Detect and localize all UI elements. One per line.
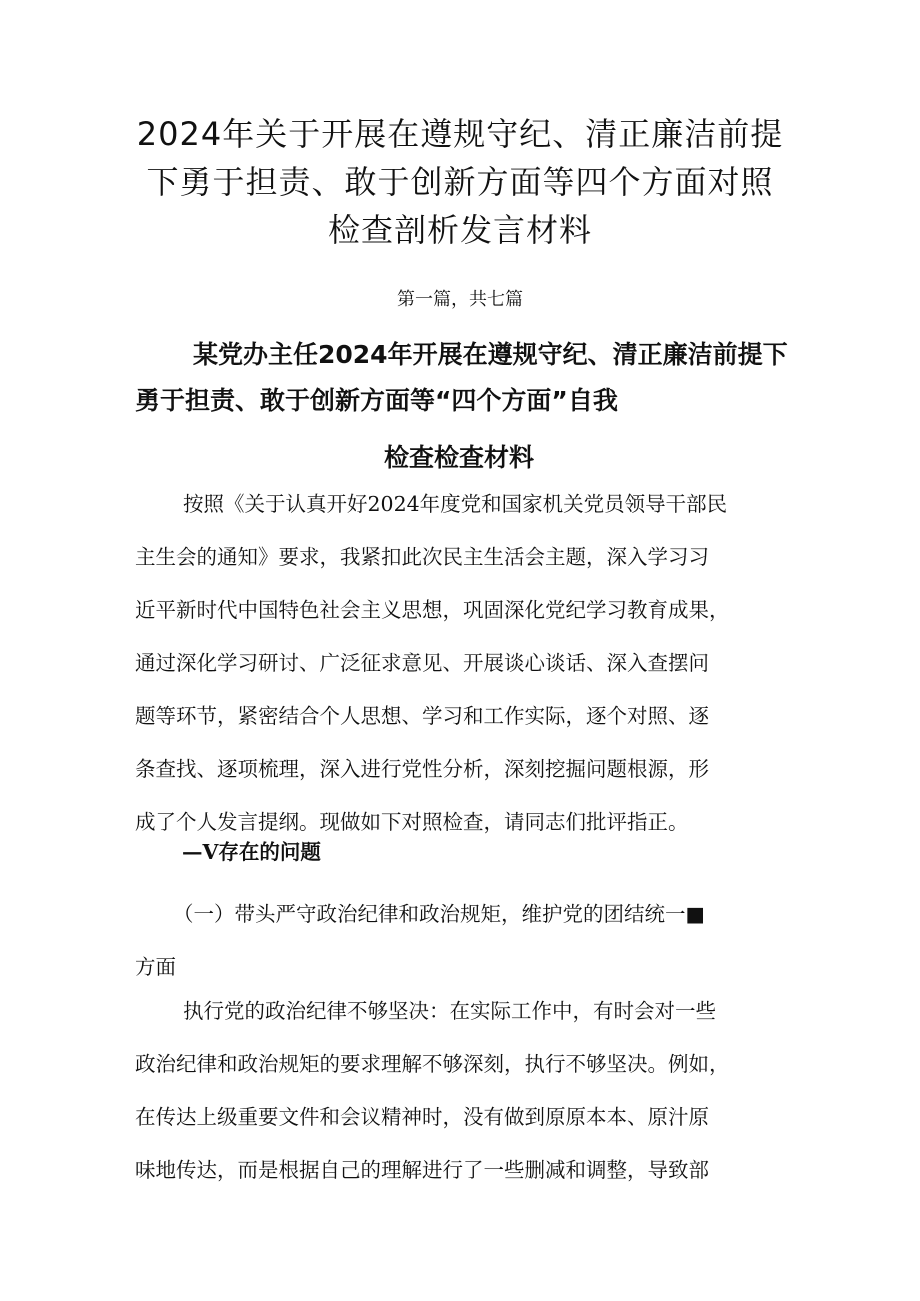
article-title-line: 检查检查材料 <box>384 443 535 472</box>
paragraph-line: 主生会的通知》要求，我紧扣此次民主生活会主题，深入学习习 <box>135 545 709 569</box>
paragraph-line: 按照《关于认真开好2024年度党和国家机关党员领导干部民 <box>183 492 728 516</box>
intro-paragraph <box>135 478 795 849</box>
section-heading: —V存在的问题 <box>182 840 321 864</box>
subsection-heading <box>135 888 795 994</box>
paragraph-line: 执行党的政治纪律不够坚决：在实际工作中，有时会对一些 <box>183 999 716 1023</box>
document-title-line: 下勇于担责、敢于创新方面等四个方面对照 <box>146 163 774 201</box>
document-title-line: 2024年关于开展在遵规守纪、清正廉洁前提 <box>136 115 784 153</box>
subsection-line: 方面 <box>135 955 176 979</box>
subsection-line: （一）带头严守政治纪律和政治规矩，维护党的团结统一■ <box>173 902 705 926</box>
article-title-line: 某党办主任2024年开展在遵规守纪、清正廉洁前提下 <box>193 340 788 369</box>
document-title <box>120 110 800 254</box>
part-indicator: 第一篇，共七篇 <box>397 289 523 310</box>
document-title-line: 检查剖析发言材料 <box>327 211 592 249</box>
point-paragraph <box>135 985 795 1197</box>
paragraph-line: 通过深化学习研讨、广泛征求意见、开展谈心谈话、深入查摆问 <box>135 651 709 675</box>
paragraph-line: 味地传达，而是根据自己的理解进行了一些删减和调整，导致部 <box>135 1158 709 1182</box>
paragraph-line: 成了个人发言提纲。现做如下对照检查，请同志们批评指正。 <box>135 810 689 834</box>
paragraph-line: 近平新时代中国特色社会主义思想，巩固深化党纪学习教育成果， <box>135 598 730 622</box>
paragraph-line: 条查找、逐项梳理，深入进行党性分析，深刻挖掘问题根源，形 <box>135 757 709 781</box>
paragraph-line: 在传达上级重要文件和会议精神时，没有做到原原本本、原汁原 <box>135 1105 709 1129</box>
article-title-line: 勇于担责、敢于创新方面等“四个方面”自我 <box>135 386 618 415</box>
paragraph-line: 政治纪律和政治规矩的要求理解不够深刻，执行不够坚决。例如， <box>135 1052 730 1076</box>
paragraph-line: 题等环节，紧密结合个人思想、学习和工作实际，逐个对照、逐 <box>135 704 709 728</box>
